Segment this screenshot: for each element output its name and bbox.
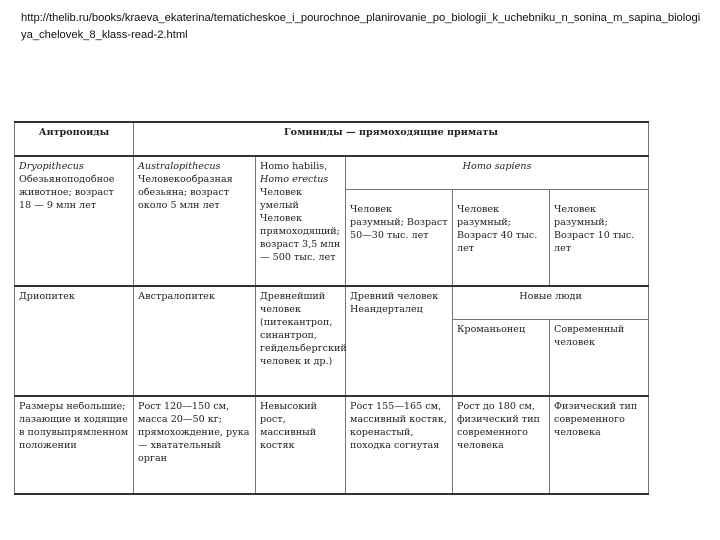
homo-habilis-latin bbox=[260, 160, 341, 173]
traits-row bbox=[15, 396, 649, 494]
cell-sapiens-50-30 bbox=[346, 190, 453, 287]
names-row-top bbox=[15, 286, 649, 320]
australopithecus-desc: Человекообразная обезьяна; возраст около 5 млн лет bbox=[138, 174, 233, 211]
sapiens-10-text: Человек разумный; Возраст 10 тыс. лет bbox=[554, 204, 635, 254]
homo-sapiens-title: Homo sapiens bbox=[346, 156, 649, 190]
evolution-table bbox=[14, 121, 649, 495]
trait-neanderthal: Рост 155—165 см, массивный костяк, коренастый, походка согнутая bbox=[346, 396, 453, 494]
cell-sapiens-40 bbox=[453, 190, 550, 287]
cell-homo-habilis-erectus bbox=[256, 156, 346, 286]
trait-ancient-man: Невысокий рост, массивный костяк bbox=[256, 396, 346, 494]
homo-erectus-latin: Homo erectus bbox=[260, 174, 329, 185]
dryopithecus-latin: Dryopithecus bbox=[19, 161, 84, 172]
trait-cromagnon: Рост до 180 см, физический тип современного человека bbox=[453, 396, 550, 494]
header-row bbox=[15, 122, 649, 156]
sapiens-50-30-text: Человек разумный; Возраст 50—30 тыс. лет bbox=[350, 204, 448, 241]
cell-neanderthal: Древний человек Неандерталец bbox=[346, 286, 453, 396]
cell-avstralopitek: Австралопитек bbox=[134, 286, 256, 396]
sapiens-40-text: Человек разумный; Возраст 40 тыс. лет bbox=[457, 204, 538, 254]
cell-australopithecus bbox=[134, 156, 256, 286]
cell-cromagnon: Кроманьонец bbox=[453, 320, 550, 397]
new-people-title: Новые люди bbox=[453, 286, 649, 320]
trait-modern-man: Физический тип современного человека bbox=[550, 396, 649, 494]
cell-modern-man: Современный человек bbox=[550, 320, 649, 397]
dryopithecus-desc: Обезьяноподобное животное; возраст 18 — 9 млн лет bbox=[19, 174, 115, 211]
trait-avstralopitek: Рост 120—150 см, масса 20—50 кг; прямохождение, рука — хватательный орган bbox=[134, 396, 256, 494]
australopithecus-latin: Australopithecus bbox=[138, 161, 221, 172]
header-anthropoids: Антропоиды bbox=[15, 122, 134, 156]
cell-ancient-man: Древнейший человек (питекантроп, синантроп, гейдельбергский человек и др.) bbox=[256, 286, 346, 396]
cell-dryopithecus bbox=[15, 156, 134, 286]
cell-dryopithek: Дриопитек bbox=[15, 286, 134, 396]
header-hominids: Гоминиды — прямоходящие приматы bbox=[134, 122, 649, 156]
cell-sapiens-10 bbox=[550, 190, 649, 287]
species-row-top bbox=[15, 156, 649, 190]
trait-dryopithek: Размеры небольшие; лазающие и ходящие в полувыпрямленном положении bbox=[15, 396, 134, 494]
source-url: http://thelib.ru/books/kraeva_ekaterina/tematicheskoe_i_pourochnoe_planirovanie_po_biologii_k_uchebniku_n_sonina_m_sapina_biologiya_chelovek_8_klass-read-2.html bbox=[21, 12, 701, 41]
homo-habilis-text: Homo habilis, bbox=[260, 161, 328, 172]
homo-early-desc: Человек умелый Человек прямоходящий; возраст 3,5 млн — 500 тыс. лет bbox=[260, 187, 341, 263]
